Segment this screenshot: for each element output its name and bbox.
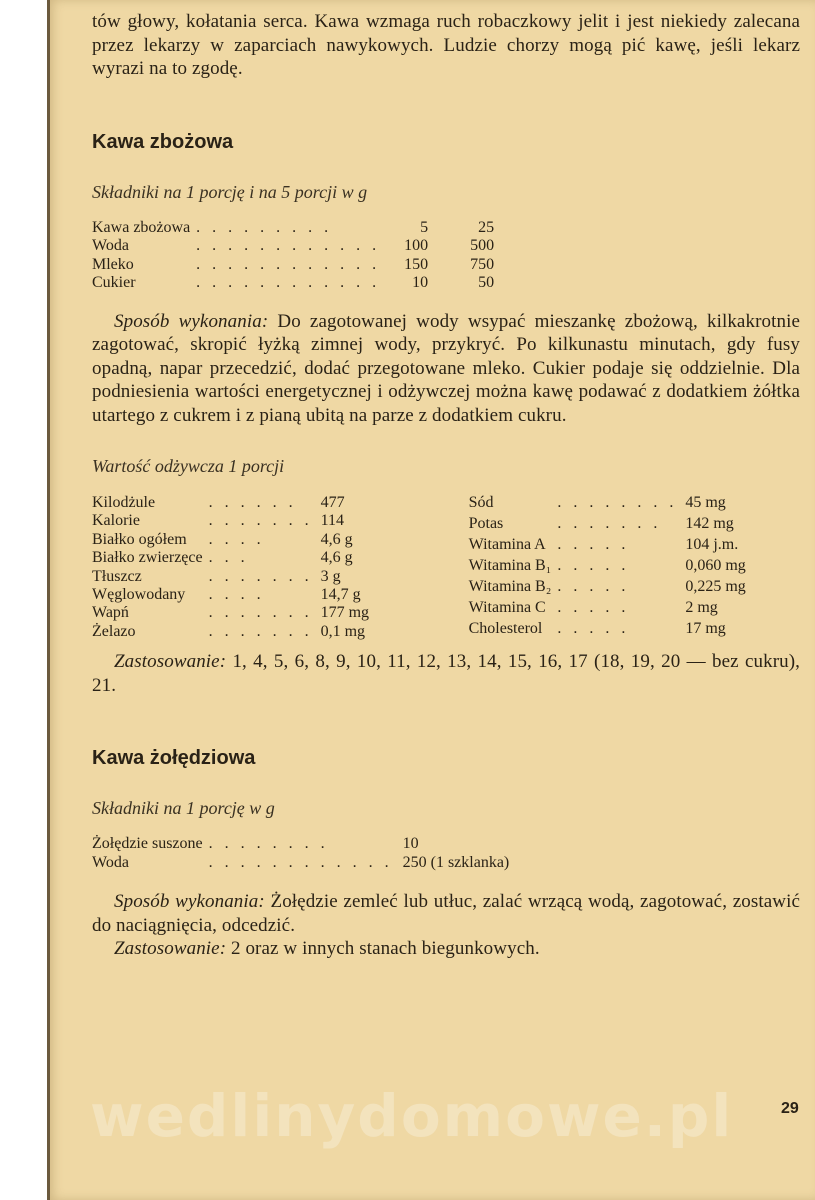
- dot-leader: . . . .: [208, 530, 265, 548]
- nutrition-row: [92, 604, 391, 622]
- nutrition-right-column: [469, 494, 756, 641]
- dot-leader: . . . . . . . .: [208, 835, 329, 853]
- nutrient-value: 3 g: [320, 567, 341, 585]
- nutrient-value: 477: [320, 494, 345, 511]
- dot-leader: . . . . .: [557, 599, 630, 617]
- ingredient-amount-1: 10: [412, 274, 429, 291]
- dot-leader: . . . . . .: [208, 494, 297, 511]
- ingredient-name: Kawa zbożowa: [92, 218, 191, 236]
- nutrient-name: Żelazo: [92, 622, 136, 640]
- nutrition-row: [92, 623, 391, 641]
- method-paragraph-2: [92, 890, 800, 937]
- page-number: 29: [781, 1100, 799, 1117]
- nutrition-row: [92, 494, 391, 512]
- ingredient-row: [92, 237, 494, 256]
- nutrient-value: 45 mg: [685, 494, 726, 511]
- dot-leader: . . . . .: [557, 620, 630, 638]
- ingredient-name: Mleko: [92, 255, 134, 273]
- dot-leader: . . . . .: [557, 536, 630, 554]
- nutrient-name: Kalorie: [92, 512, 140, 530]
- nutrient-value: 0,225 mg: [685, 578, 746, 596]
- nutrient-value: 17 mg: [685, 620, 726, 638]
- nutrition-row: [469, 620, 756, 641]
- ingredient-amount-5: 500: [470, 237, 495, 254]
- usage-paragraph: [92, 650, 800, 697]
- nutrient-name: Witamina B₁: [468, 557, 552, 575]
- nutrition-table: [92, 494, 800, 641]
- nutrition-row: [92, 512, 391, 530]
- nutrition-row: [469, 515, 756, 536]
- ingredient-name: Woda: [92, 853, 129, 871]
- usage-label-2: Zastosowanie:: [114, 938, 227, 960]
- nutrition-row: [469, 494, 756, 515]
- ingredient-row: [92, 835, 509, 854]
- nutrition-row: [92, 531, 391, 549]
- nutrient-name: Węglowodany: [92, 586, 186, 604]
- usage-text: 1, 4, 5, 6, 8, 9, 10, 11, 12, 13, 14, 15, 16, 17 (18, 19, 20 — bez cukru), 21.: [92, 651, 800, 696]
- method-text: Do zagotowanej wody wsypać mieszankę zbożową, kilkakrotnie zagotować, skropić łyżką zimnej wody, przykryć. Po kilkunastu minutach, gdy fusy opadną, napar przecedzić, dodać przegotowane mleko. Cukier podaje się oddzielnie. Dla podniesienia wartości energetycznej i odżywczej można kawę podawać z dodatkiem żółtka utartego z cukrem i z pianą ubitą na parze z dodatkiem cukru.: [92, 310, 800, 426]
- ingredient-amount: 10: [402, 835, 419, 853]
- nutrition-row: [469, 536, 756, 557]
- ingredient-name: Woda: [92, 237, 129, 254]
- ingredient-amount-1: 5: [420, 218, 429, 236]
- nutrient-value: 4,6 g: [320, 530, 353, 548]
- nutrient-name: Potas: [468, 515, 504, 533]
- ingredient-name: Żołędzie suszone: [92, 835, 203, 853]
- dot-leader: . . . . . . . . . . . .: [196, 274, 381, 291]
- dot-leader: . . . . . . . . .: [196, 218, 333, 236]
- nutrient-value: 104 j.m.: [685, 536, 739, 554]
- method-label-2: Sposób wykonania:: [114, 891, 265, 913]
- nutrient-name: Wapń: [92, 604, 129, 622]
- usage-label: Zastosowanie:: [114, 651, 227, 673]
- dot-leader: . . . . .: [557, 557, 630, 575]
- nutrient-name: Sód: [468, 494, 494, 511]
- ingredient-amount-5: 50: [478, 274, 495, 291]
- nutrient-name: Białko ogółem: [92, 530, 187, 548]
- method-text-2: Żołędzie zemleć lub utłuc, zalać wrzącą wodą, zagotować, zostawić do naciągnięcia, odcedzić.: [92, 891, 800, 936]
- nutrient-value: 0,1 mg: [320, 622, 366, 640]
- page-content: [92, 8, 800, 961]
- ingredient-amount-1: 100: [404, 237, 429, 254]
- ingredient-amount-5: 750: [470, 255, 495, 273]
- dot-leader: . . . . .: [557, 578, 630, 596]
- ingredient-amount-1: 150: [404, 255, 429, 273]
- nutrition-row: [469, 599, 756, 620]
- nutrient-value: 0,060 mg: [685, 557, 746, 575]
- nutrition-left-column: [92, 494, 391, 641]
- dot-leader: . . . .: [208, 586, 265, 604]
- nutrient-name: Witamina B₂: [468, 578, 552, 596]
- dot-leader: . . .: [208, 549, 249, 567]
- nutrient-name: Białko zwierzęce: [92, 549, 203, 567]
- nutrient-name: Cholesterol: [468, 620, 543, 638]
- dot-leader: . . . . . . .: [557, 515, 662, 533]
- dot-leader: . . . . . . .: [208, 622, 313, 640]
- nutrition-row: [92, 549, 391, 567]
- page-edge: [47, 0, 50, 1200]
- section-title-kawa-zbozowa: Kawa zbożowa: [92, 130, 234, 153]
- nutrient-name: Kilodżule: [92, 494, 156, 511]
- dot-leader: . . . . . . . . . . . .: [196, 255, 381, 273]
- ingredients-heading-2: Składniki na 1 porcję w g: [92, 798, 275, 819]
- ingredient-amount-5: 25: [478, 218, 495, 236]
- ingredient-row: [92, 274, 494, 293]
- usage-paragraph-2: [92, 937, 800, 961]
- ingredients-table-2: [92, 835, 509, 872]
- nutrition-heading: Wartość odżywcza 1 porcji: [92, 456, 285, 476]
- nutrient-name: Witamina C: [468, 599, 546, 617]
- method-label: Sposób wykonania:: [114, 310, 269, 332]
- ingredient-row: [92, 256, 494, 275]
- watermark: wedlinydomowe.pl: [90, 1082, 734, 1150]
- dot-leader: . . . . . . .: [208, 512, 313, 530]
- nutrient-name: Witamina A: [468, 536, 546, 554]
- dot-leader: . . . . . . .: [208, 604, 313, 622]
- section-title-kawa-zoledziowa: Kawa żołędziowa: [92, 747, 256, 770]
- nutrient-value: 2 mg: [685, 599, 718, 617]
- nutrient-value: 177 mg: [320, 604, 370, 622]
- ingredient-row: [92, 854, 509, 873]
- nutrition-row: [92, 568, 391, 586]
- usage-text-2: 2 oraz w innych stanach biegunkowych.: [226, 938, 540, 960]
- nutrition-row: [469, 557, 756, 578]
- ingredient-name: Cukier: [92, 274, 136, 291]
- ingredients-heading: Składniki na 1 porcję i na 5 porcji w g: [92, 181, 368, 202]
- dot-leader: . . . . . . . . . . . .: [208, 853, 393, 871]
- ingredients-table: [92, 219, 494, 293]
- ingredient-row: [92, 219, 494, 238]
- nutrient-value: 114: [320, 512, 345, 530]
- nutrition-row: [469, 578, 756, 599]
- dot-leader: . . . . . . . . . . . .: [196, 237, 381, 254]
- nutrient-value: 14,7 g: [320, 586, 361, 604]
- nutrition-row: [92, 586, 391, 604]
- dot-leader: . . . . . . .: [208, 567, 313, 585]
- intro-paragraph: tów głowy, kołatania serca. Kawa wzmaga ruch robaczkowy jelit i jest niekiedy zalecana przez lekarzy w zaparciach nawykowych. Ludzie chorzy mogą pić kawę, jeśli lekarz wyrazi na to zgodę.: [92, 11, 800, 79]
- method-paragraph: [92, 310, 800, 428]
- dot-leader: . . . . . . . .: [557, 494, 678, 511]
- nutrient-value: 4,6 g: [320, 549, 353, 567]
- nutrient-value: 142 mg: [685, 515, 734, 533]
- ingredient-amount: 250 (1 szklanka): [402, 853, 510, 871]
- nutrient-name: Tłuszcz: [92, 567, 142, 585]
